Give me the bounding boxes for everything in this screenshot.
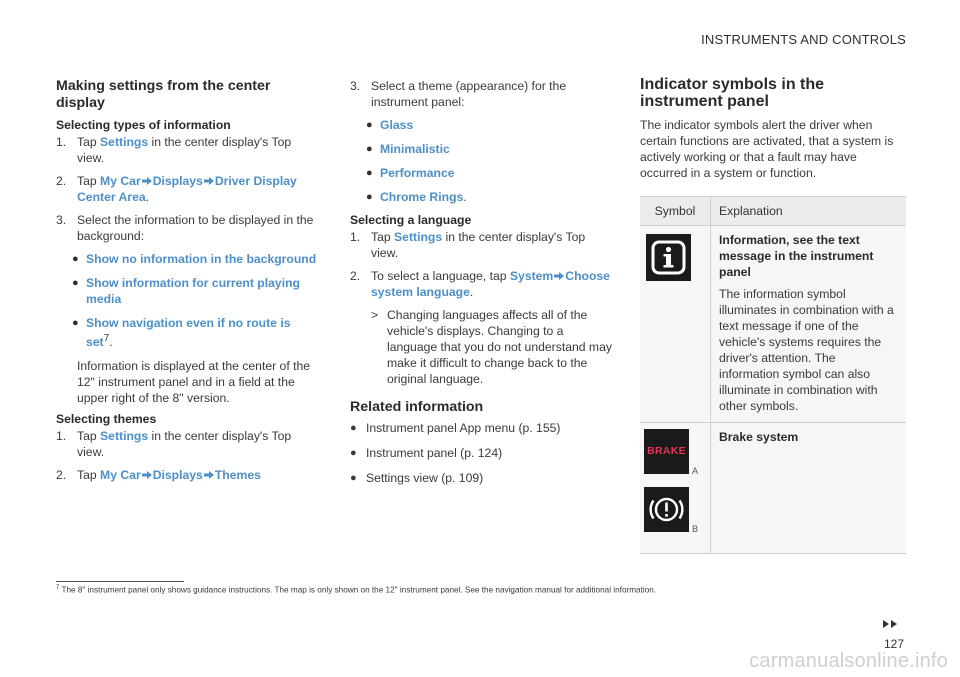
column-3 bbox=[640, 76, 906, 554]
bullet-icon: ● bbox=[366, 143, 373, 155]
related-heading: Related information bbox=[350, 399, 484, 415]
footnote-divider bbox=[56, 581, 184, 582]
info-note: Information is displayed at the center of the 12" instrument panel and in a field at the upper right of the 8" version. bbox=[77, 359, 311, 406]
theme-item: ● Chrome Rings. bbox=[366, 190, 467, 204]
column-1 bbox=[56, 78, 318, 490]
step: 1. Tap Settings in the center display's Top view. bbox=[350, 230, 586, 260]
related-link: ● Settings view (p. 109) bbox=[350, 471, 484, 485]
symbol-header: Symbol bbox=[640, 197, 711, 226]
explanation-header: Explanation bbox=[711, 197, 907, 226]
step: 2. Tap My Car Displays Driver Display Center Area. bbox=[56, 174, 297, 204]
arrow-right-icon bbox=[204, 470, 214, 480]
variant-label-a: A bbox=[692, 466, 699, 476]
table-row bbox=[640, 423, 906, 554]
row-title: Brake system bbox=[719, 430, 799, 444]
step: 2. Tap My Car Displays Themes bbox=[56, 468, 261, 483]
page-number: 127 bbox=[883, 637, 904, 651]
settings-link[interactable]: Settings bbox=[100, 135, 149, 149]
column-2 bbox=[350, 78, 612, 495]
next-page-icon[interactable] bbox=[882, 619, 904, 629]
menu-path-driver-display[interactable]: Driver Display Center Area bbox=[77, 174, 297, 204]
step: 1. Tap Settings in the center display's Top view. bbox=[56, 429, 292, 460]
arrow-right-icon bbox=[142, 470, 152, 480]
indicator-table bbox=[640, 196, 906, 554]
settings-link[interactable]: Settings bbox=[394, 230, 443, 244]
step: 2. To select a language, tap System Choose system language. bbox=[350, 269, 610, 299]
option-item: ● Show navigation even if no route is set$^7$. bbox=[72, 316, 291, 350]
row-title: Information, see the text message in the instrument panel bbox=[719, 233, 874, 279]
bullet-icon: ● bbox=[366, 119, 373, 131]
step: 3. Select a theme (appearance) for the instrument panel: bbox=[350, 79, 567, 109]
watermark: carmanualsonline.info bbox=[749, 650, 948, 672]
bullet-icon: ● bbox=[366, 167, 373, 179]
step: 1. Tap Settings in the center display's Top view. bbox=[56, 135, 292, 165]
row-text: The information symbol illuminates in combination with a text message if one of the vehicle's systems requires the driver's attention. The information symbol can also illuminate in combination with other symbols. bbox=[719, 287, 894, 413]
theme-item: ● Glass bbox=[366, 118, 414, 132]
menu-path-themes[interactable]: Themes bbox=[214, 468, 261, 483]
menu-path-my-car[interactable]: My Car bbox=[100, 174, 141, 188]
step: 3. Select the information to be displayed in the background: bbox=[56, 213, 314, 243]
footnote: $^7$ The 8" instrument panel only shows guidance instructions. The map is only shown on the 12" instrument panel. See the navigation manual for additional information. bbox=[56, 585, 657, 595]
settings-link[interactable]: Settings bbox=[100, 429, 149, 444]
variant-label-b: B bbox=[692, 524, 699, 534]
footnote-ref: 7 bbox=[103, 333, 110, 344]
subheading-language: Selecting a language bbox=[350, 213, 472, 227]
brake-circle-icon bbox=[644, 487, 689, 532]
option-item: ● Show information for current playing media bbox=[72, 276, 300, 306]
result-arrow-icon: > bbox=[371, 308, 379, 322]
bullet-icon: ● bbox=[72, 277, 79, 289]
brake-text-icon: BRAKE bbox=[644, 429, 689, 474]
menu-path-displays[interactable]: Displays bbox=[152, 174, 203, 188]
indicator-intro: The indicator symbols alert the driver when certain functions are activated, that a system is actively working or that a fault may have occurred in a system or function. bbox=[640, 118, 894, 180]
bullet-icon: ● bbox=[72, 317, 79, 329]
arrow-right-icon bbox=[204, 176, 214, 186]
option-item: ● Show no information in the background bbox=[72, 252, 317, 266]
theme-item: ● Performance bbox=[366, 166, 455, 180]
table-row bbox=[640, 226, 906, 423]
bullet-icon: ● bbox=[350, 472, 357, 484]
arrow-right-icon bbox=[554, 271, 564, 281]
brake-symbol-a bbox=[644, 429, 706, 481]
related-link: ● Instrument panel App menu (p. 155) bbox=[350, 421, 561, 435]
section-title: Making settings from the center display bbox=[56, 78, 271, 111]
bullet-icon: ● bbox=[72, 253, 79, 265]
subheading-themes: Selecting themes bbox=[56, 412, 157, 427]
bullet-icon: ● bbox=[350, 422, 357, 434]
bullet-icon: ● bbox=[350, 447, 357, 459]
brake-symbol-b bbox=[644, 487, 706, 539]
theme-item: ● Minimalistic bbox=[366, 142, 450, 156]
information-icon bbox=[646, 234, 691, 281]
indicator-title: Indicator symbols in the instrument panel bbox=[640, 76, 825, 110]
arrow-right-icon bbox=[142, 176, 152, 186]
menu-path-system[interactable]: System bbox=[509, 269, 554, 283]
menu-path-displays[interactable]: Displays bbox=[152, 468, 203, 483]
result-note: > Changing languages affects all of the vehicle's displays. Changing to a language that you do not understand may make it difficult to change back to the original language. bbox=[371, 308, 612, 386]
subheading-information: Selecting types of information bbox=[56, 118, 231, 132]
menu-path-language[interactable]: Choose system language bbox=[371, 269, 610, 299]
bullet-icon: ● bbox=[366, 191, 373, 203]
menu-path-my-car[interactable]: My Car bbox=[100, 468, 141, 483]
section-header: INSTRUMENTS AND CONTROLS bbox=[701, 32, 906, 47]
related-link: ● Instrument panel (p. 124) bbox=[350, 446, 503, 460]
